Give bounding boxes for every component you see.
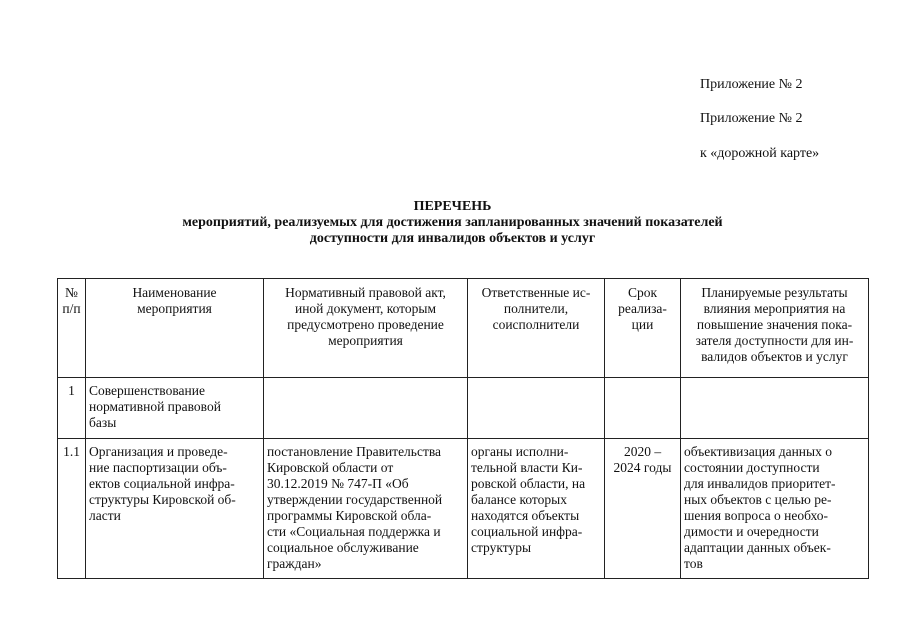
cell-text-line: постановление Правительства bbox=[267, 444, 442, 459]
cell-text-line: Совершенствование bbox=[89, 383, 205, 398]
header-term bbox=[605, 279, 681, 378]
cell-text-line: Нормативный правовой акт, bbox=[285, 285, 446, 300]
appendix-label-1: Приложение № 2 bbox=[700, 77, 803, 92]
row2-results bbox=[681, 439, 869, 579]
cell-text-line: Наименование bbox=[132, 285, 217, 300]
cell-text-line: нормативной правовой bbox=[89, 399, 221, 414]
cell-text-line: ровской области, на bbox=[471, 476, 586, 491]
cell-text-line: № bbox=[65, 285, 78, 300]
cell-text-line: объективизация данных о bbox=[684, 444, 832, 459]
cell-text-line: Организация и проведе- bbox=[89, 444, 228, 459]
cell-text-line: ние паспортизации объ- bbox=[89, 460, 227, 475]
cell-text-line: шения вопроса о необхо- bbox=[684, 508, 828, 523]
header-act bbox=[264, 279, 468, 378]
cell-text-line: базы bbox=[89, 415, 117, 430]
cell-text-line: состоянии доступности bbox=[684, 460, 820, 475]
cell-text-line: Ответственные ис- bbox=[481, 285, 591, 300]
cell-text-line: социальное обслуживание bbox=[267, 540, 419, 555]
row1-term bbox=[605, 378, 681, 439]
cell-text-line: реализа- bbox=[618, 301, 667, 316]
cell-text-line: 30.12.2019 № 747-П «Об bbox=[267, 476, 409, 491]
cell-text-line: сти «Социальная поддержка и bbox=[267, 524, 441, 539]
row1-executors bbox=[468, 378, 605, 439]
cell-text-line: граждан» bbox=[267, 556, 322, 571]
title-line-3: доступности для инвалидов объектов и услуг bbox=[309, 231, 596, 246]
cell-text-line: органы исполни- bbox=[471, 444, 569, 459]
title-line-1: ПЕРЕЧЕНЬ bbox=[413, 199, 492, 214]
row2-act bbox=[264, 439, 468, 579]
table-row bbox=[58, 439, 869, 579]
row2-name bbox=[86, 439, 264, 579]
cell-text-line: ласти bbox=[89, 508, 121, 523]
cell-text-line: влияния мероприятия на bbox=[703, 301, 846, 316]
cell-text-line: иной документ, которым bbox=[294, 301, 437, 316]
cell-text-line: для инвалидов приоритет- bbox=[684, 476, 836, 491]
cell-text-line: валидов объектов и услуг bbox=[701, 349, 848, 364]
appendix-roadmap-label: к «дорожной карте» bbox=[700, 146, 820, 161]
table-row bbox=[58, 378, 869, 439]
cell-text-line: структуры Кировской об- bbox=[89, 492, 236, 507]
row1-name bbox=[86, 378, 264, 439]
cell-text-line: п/п bbox=[62, 301, 81, 316]
row1-num: 1 bbox=[58, 378, 86, 439]
row1-act bbox=[264, 378, 468, 439]
measures-table bbox=[57, 278, 869, 579]
cell-text-line: адаптации данных объек- bbox=[684, 540, 831, 555]
cell-text-line: соисполнители bbox=[492, 317, 580, 332]
cell-text-line: 2020 – bbox=[623, 444, 662, 459]
cell-text-line: утверждении государственной bbox=[267, 492, 443, 507]
cell-text-line: мероприятия bbox=[137, 301, 212, 316]
cell-text-line: ции bbox=[631, 317, 654, 332]
document-title bbox=[0, 199, 905, 247]
cell-text-line: повышение значения пока- bbox=[696, 317, 853, 332]
header-results bbox=[681, 279, 869, 378]
row2-executors bbox=[468, 439, 605, 579]
header-num bbox=[58, 279, 86, 378]
cell-text-line: Кировской области от bbox=[267, 460, 394, 475]
cell-text-line: 2024 годы bbox=[613, 460, 672, 475]
cell-text-line: димости и очередности bbox=[684, 524, 819, 539]
header-executors bbox=[468, 279, 605, 378]
appendix-label-2: Приложение № 2 bbox=[700, 111, 803, 126]
table-header-row bbox=[58, 279, 869, 378]
row2-term bbox=[605, 439, 681, 579]
cell-text-line: полнители, bbox=[503, 301, 569, 316]
cell-text-line: социальной инфра- bbox=[471, 524, 583, 539]
cell-text-line: зателя доступности для ин- bbox=[695, 333, 854, 348]
cell-text-line: мероприятия bbox=[328, 333, 403, 348]
cell-text-line: находятся объекты bbox=[471, 508, 580, 523]
cell-text-line: структуры bbox=[471, 540, 532, 555]
cell-text-line: ных объектов с целью ре- bbox=[684, 492, 832, 507]
cell-text-line: балансе которых bbox=[471, 492, 567, 507]
cell-text-line: Планируемые результаты bbox=[701, 285, 848, 300]
cell-text-line: Срок bbox=[627, 285, 658, 300]
cell-text-line: тельной власти Ки- bbox=[471, 460, 583, 475]
title-line-2: мероприятий, реализуемых для достижения запланированных значений показателей bbox=[182, 215, 723, 230]
cell-text-line: ектов социальной инфра- bbox=[89, 476, 235, 491]
cell-text-line: тов bbox=[684, 556, 703, 571]
cell-text-line: программы Кировской обла- bbox=[267, 508, 432, 523]
row1-results bbox=[681, 378, 869, 439]
cell-text-line: предусмотрено проведение bbox=[287, 317, 444, 332]
row2-num: 1.1 bbox=[58, 439, 86, 579]
header-name bbox=[86, 279, 264, 378]
